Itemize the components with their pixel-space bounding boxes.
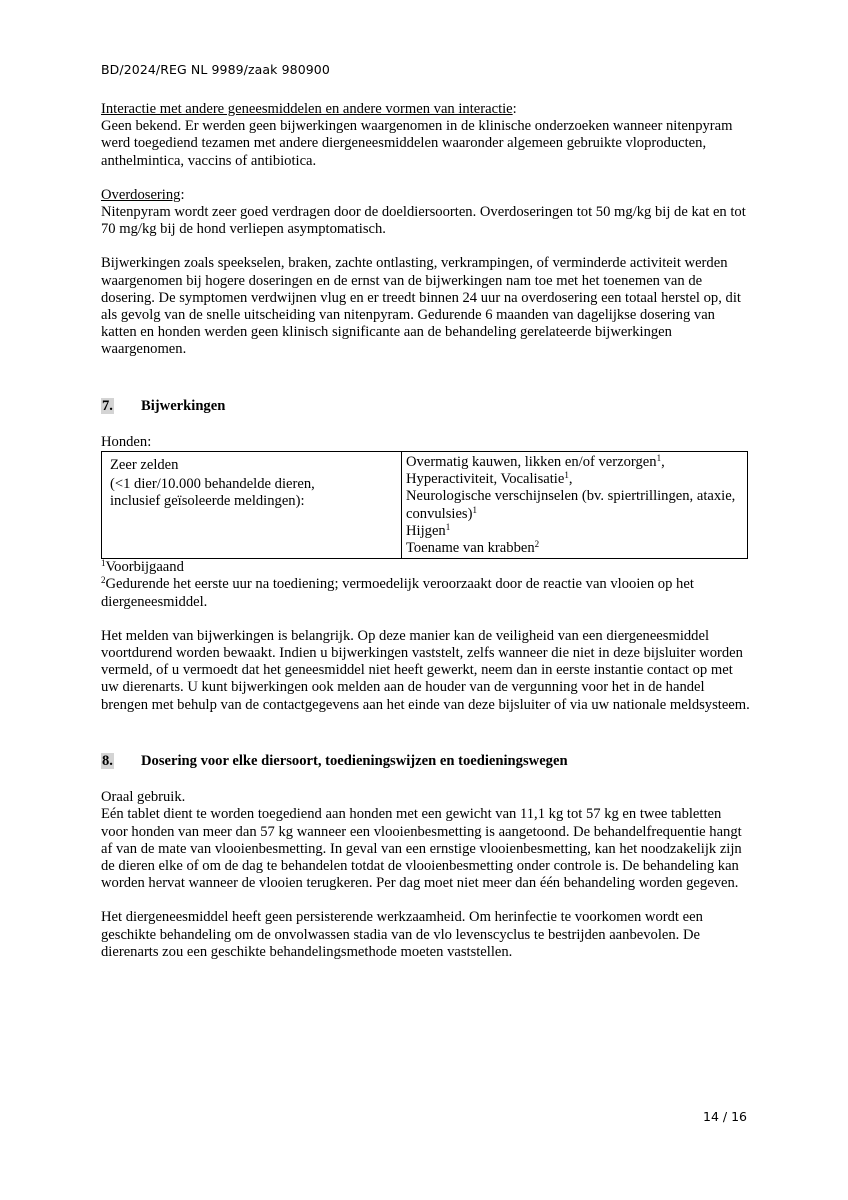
effect-item: Overmatig kauwen, likken en/of verzorgen$^1$, bbox=[406, 453, 665, 471]
route-text: Oraal gebruik. bbox=[101, 789, 186, 806]
overdose-text-2: Bijwerkingen zoals speekselen, braken, zachte ontlasting, verkrampingen, of verminderde activiteit werden waargenomen bij hogere doseringen en de ernst van de bijwerkingen nam toe met het toenemen van de dosering. De symptomen verdwijnen vlug en er treedt binnen 24 uur na overdosering een totaal herstel op, dit als gevolg van de snelle uitscheiding van nitenpyram. Gedurende 6 maanden van dagelijkse dosering van katten en honden werden geen klinisch significante aan de behandeling gerelateerde bijwerkingen waargenomen. bbox=[101, 255, 741, 358]
reinfection-text: Het diergeneesmiddel heeft geen persisterende werkzaamheid. Om herinfectie te voorkomen wordt een geschikte behandeling om de onvolwassen stadia van de vlo levenscyclus te bestrijden aanbevolen. De dierenarts zou een geschikte behandelingsmethode moeten vaststellen. bbox=[101, 909, 703, 960]
interaction-heading-colon: : bbox=[512, 101, 517, 117]
frequency-label: Zeer zelden bbox=[110, 457, 179, 474]
effect-item: Neurologische verschijnselen (bv. spiertrillingen, ataxie, convulsies)$^1$ bbox=[406, 488, 736, 522]
overdose-text-1: Nitenpyram wordt zeer goed verdragen door de doeldiersoorten. Overdoseringen tot 50 mg/kg bij de kat en tot 70 mg/kg bij de hond verliepen asymptomatisch. bbox=[101, 204, 746, 238]
overdose-heading: Overdosering bbox=[101, 186, 181, 203]
interaction-text: Geen bekend. Er werden geen bijwerkingen waargenomen in de klinische onderzoeken wanneer nitenpyram werd toegediend tezamen met andere diergeneesmiddelen waaronder algemeen gebruikte vloproducten, anthelmintica, vaccins of antibiotica. bbox=[101, 118, 733, 169]
frequency-cell bbox=[102, 452, 402, 559]
section-8-heading bbox=[101, 753, 751, 770]
overdose-heading-line bbox=[101, 187, 751, 204]
footnote-2: $^2$Gedurende het eerste uur na toediening; vermoedelijk veroorzaakt door de reactie van vlooien op het diergeneesmiddel. bbox=[101, 575, 694, 610]
page-number: 14 / 16 bbox=[703, 1109, 747, 1124]
table-row bbox=[102, 452, 748, 559]
interaction-heading: Interactie met andere geneesmiddelen en andere vormen van interactie bbox=[101, 101, 513, 117]
section-7-heading bbox=[101, 398, 751, 415]
document-reference: BD/2024/REG NL 9989/zaak 980900 bbox=[101, 62, 330, 77]
frequency-note: (<1 dier/10.000 behandelde dieren, inclusief geïsoleerde meldingen): bbox=[110, 476, 315, 510]
section-8-title: Dosering voor elke diersoort, toedieningswijzen en toedieningswegen bbox=[141, 752, 568, 769]
overdose-heading-colon: : bbox=[180, 186, 185, 203]
dosing-text: Eén tablet dient te worden toegediend aan honden met een gewicht van 11,1 kg tot 57 kg en twee tabletten voor honden van meer dan 57 kg wanneer een vlooienbesmetting is aangetoond. De behandelfrequentie hangt af van de mate van vlooienbesmetting. In geval van een ernstige vlooienbesmetting, kan het noodzakelijk zijn de dieren elke of om de dag te behandelen totdat de vlooienbesmetting onder controle is. De behandeling kan worden hervat wanneer de vlooien terugkeren. Per dag moet niet meer dan één behandeling worden gegeven. bbox=[101, 806, 742, 892]
effect-item: Toename van krabben$^2$ bbox=[406, 539, 540, 557]
section-7-title: Bijwerkingen bbox=[141, 397, 226, 414]
interaction-heading-line bbox=[101, 101, 751, 118]
section-8-number: 8. bbox=[102, 752, 113, 769]
effect-item: Hyperactiviteit, Vocalisatie$^1$, bbox=[406, 470, 573, 488]
effect-item: Hijgen$^1$ bbox=[406, 521, 451, 539]
effects-cell bbox=[402, 452, 748, 559]
footnote-1: $^1$Voorbijgaand bbox=[101, 558, 184, 576]
species-label: Honden: bbox=[101, 433, 152, 450]
document-body bbox=[101, 101, 751, 961]
reporting-text: Het melden van bijwerkingen is belangrijk. Op deze manier kan de veiligheid van een diergeneesmiddel voortdurend worden bewaakt. Indien u bijwerkingen vaststelt, zelfs wanneer die niet in deze bijsluiter worden vermeld, of u vermoedt dat het geneesmiddel niet heeft gewerkt, neem dan in eerste instantie contact op met uw dierenarts. U kunt bijwerkingen ook melden aan de houder van de vergunning voor het in de handel brengen met behulp van de contactgegevens aan het einde van deze bijsluiter of via uw nationale meldsysteem. bbox=[101, 627, 750, 713]
adverse-events-table bbox=[101, 451, 748, 559]
section-7-number: 7. bbox=[102, 397, 113, 414]
